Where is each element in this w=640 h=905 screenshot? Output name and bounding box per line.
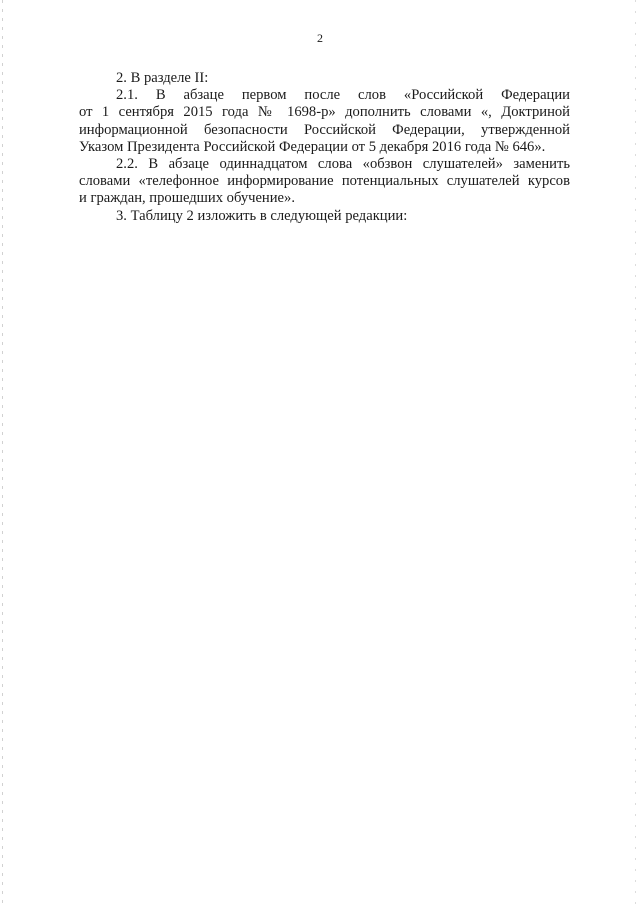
section-heading: 2. В разделе II: <box>116 70 209 86</box>
item-2-1-line-1: 2.1. В абзаце первом после слов «Российской Федерации <box>116 87 570 104</box>
item-2-1 <box>79 87 570 156</box>
item-2-1-line-3: информационной безопасности Российской Федерации, утвержденной <box>79 121 570 138</box>
document-body <box>79 70 570 225</box>
item-2-2 <box>79 156 570 208</box>
item-2-1-line-2: от 1 сентября 2015 года № 1698-р» дополнить словами «, Доктриной <box>79 104 570 121</box>
scan-edge-left <box>2 0 3 905</box>
item-2-2-line-3: и граждан, прошедших обучение». <box>79 190 295 207</box>
item-2-1-line-4: Указом Президента Российской Федерации от 5 декабря 2016 года № 646». <box>79 138 546 155</box>
item-2-2-line-2: словами «телефонное информирование потенциальных слушателей курсов <box>79 173 570 190</box>
item-2-2-line-1: 2.2. В абзаце одиннадцатом слова «обзвон слушателей» заменить <box>116 156 570 173</box>
page-number: 2 <box>317 31 323 45</box>
closing-instruction: 3. Таблицу 2 изложить в следующей редакции: <box>116 207 408 224</box>
scan-edge-right <box>635 0 636 905</box>
